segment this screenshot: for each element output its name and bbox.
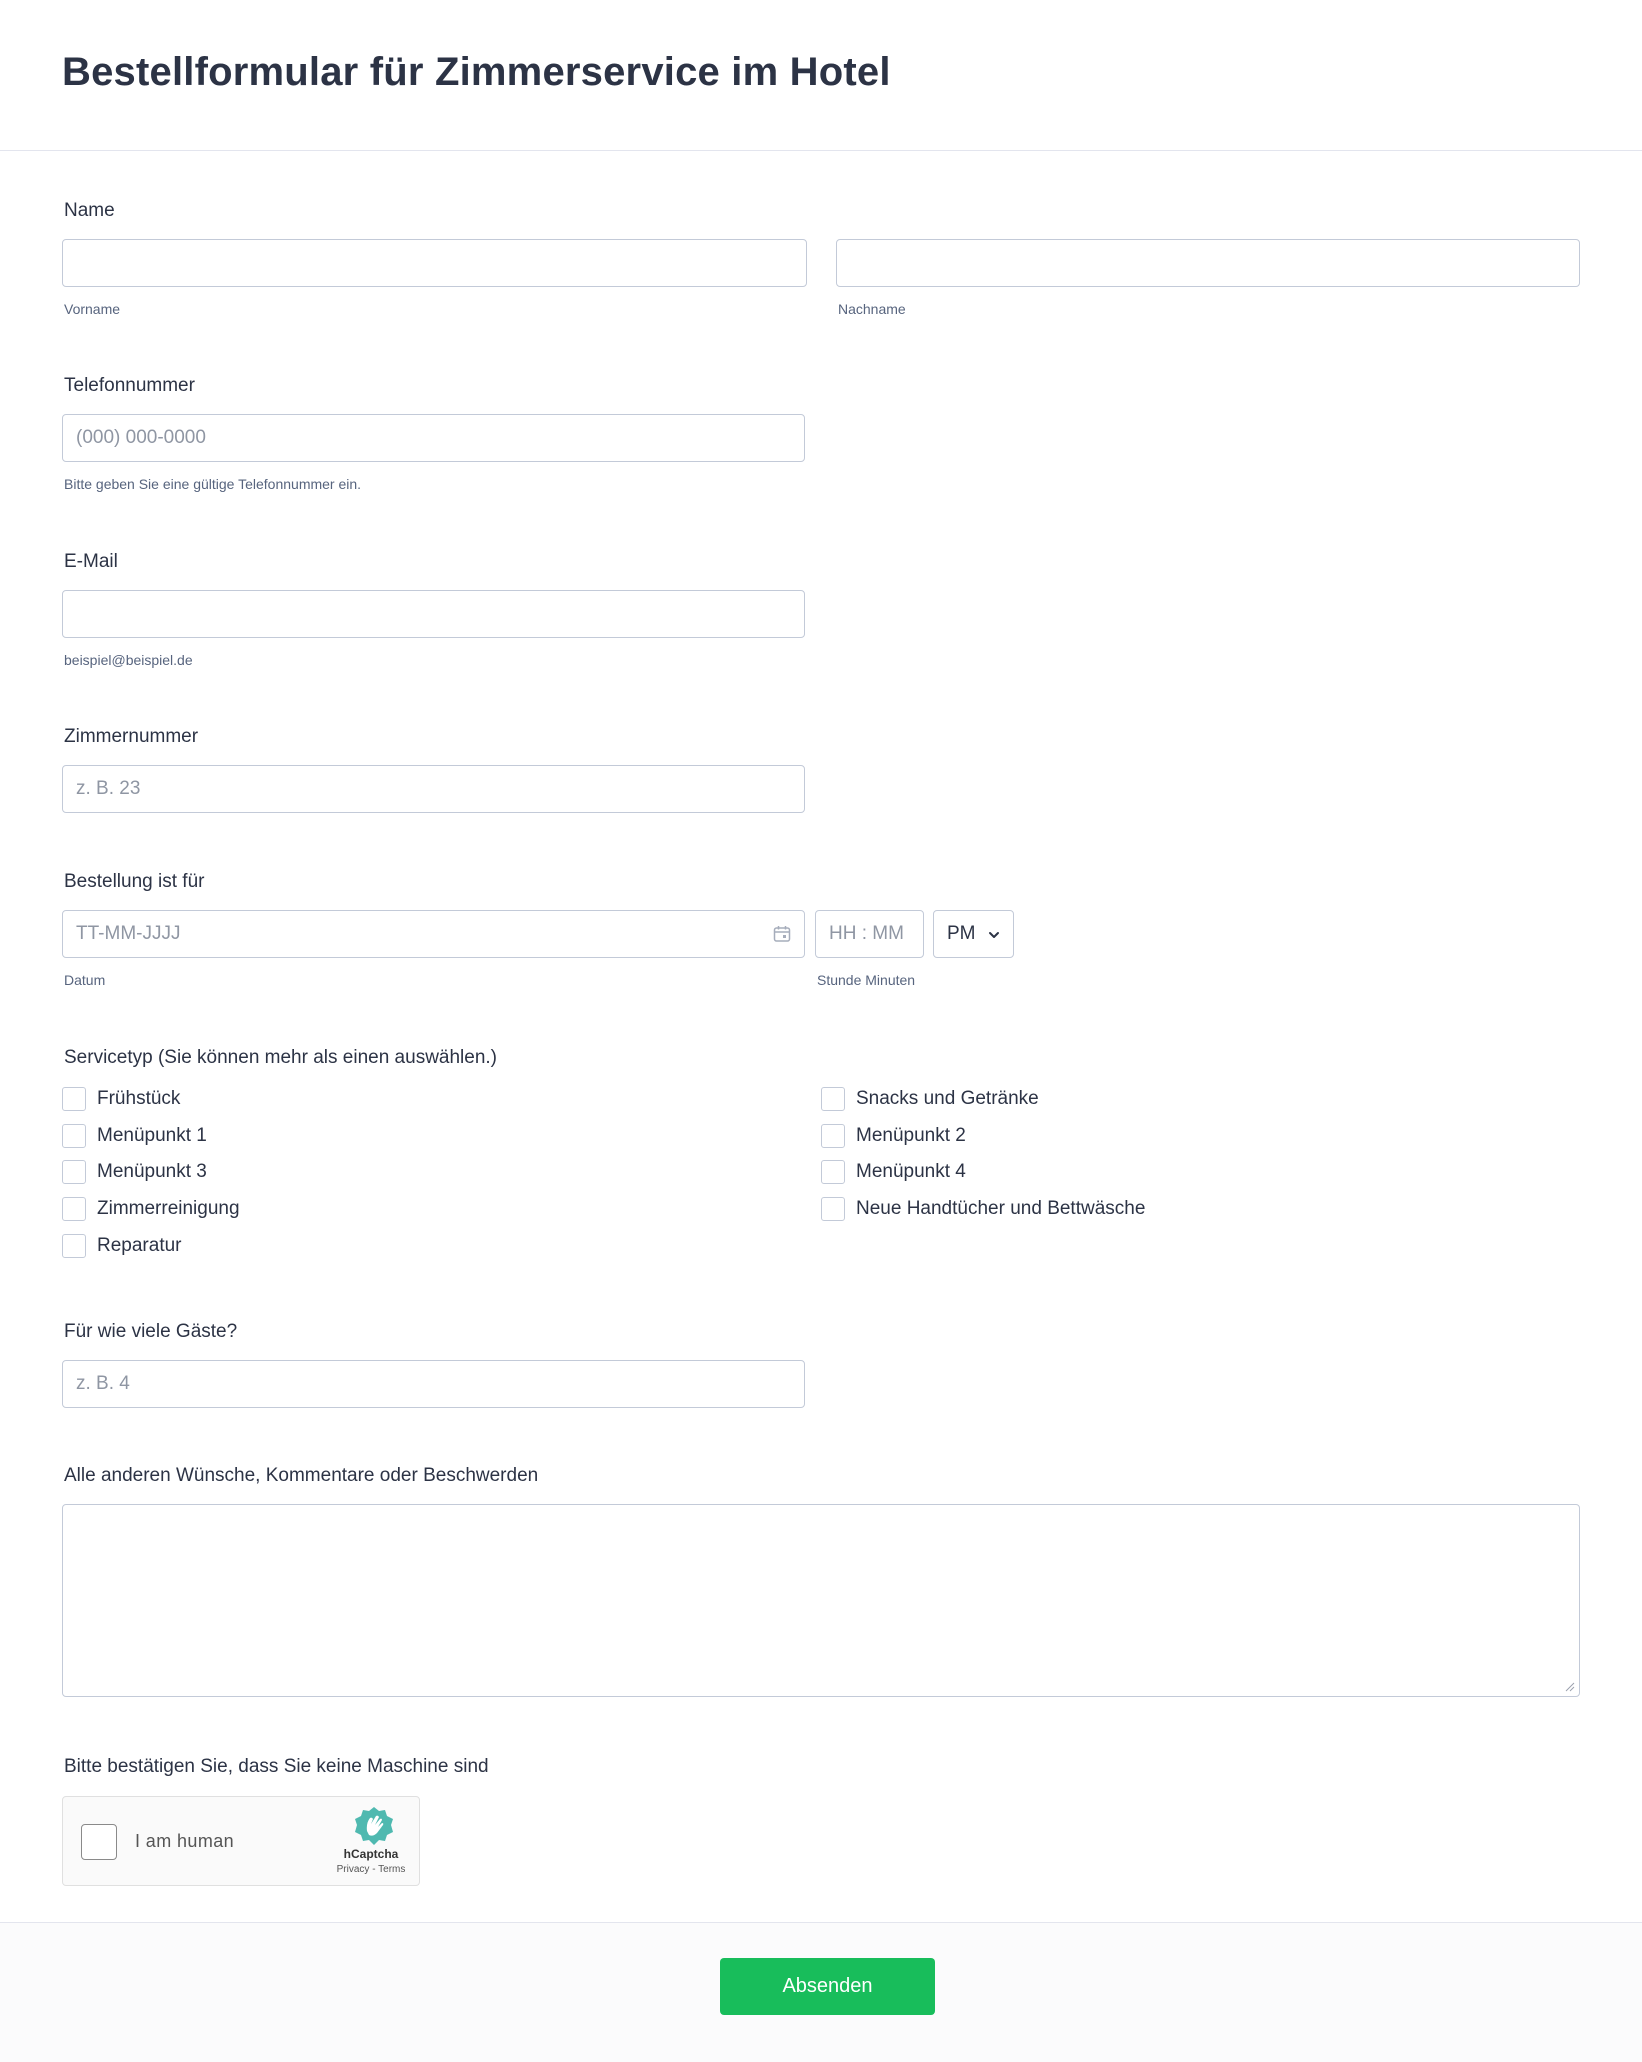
captcha-text: I am human [135,1831,235,1851]
time-input[interactable] [815,910,924,958]
last-name-sublabel: Nachname [838,301,906,317]
service-option-label: Menüpunkt 4 [856,1161,966,1182]
checkbox[interactable] [62,1087,86,1111]
service-option-snacks[interactable] [821,1086,1039,1112]
ampm-value: PM [947,923,976,944]
checkbox[interactable] [62,1197,86,1221]
service-option-label: Reparatur [97,1235,182,1256]
service-option-handtuecher[interactable] [821,1196,1145,1222]
captcha-links[interactable]: Privacy - Terms [336,1864,406,1875]
service-option-label: Neue Handtücher und Bettwäsche [856,1198,1146,1219]
email-label: E-Mail [64,551,118,572]
date-sublabel: Datum [64,972,106,988]
first-name-input[interactable] [62,239,807,287]
hcaptcha-widget [62,1796,420,1886]
guests-label: Für wie viele Gäste? [64,1321,238,1342]
service-option-label: Snacks und Getränke [856,1088,1039,1109]
first-name-sublabel: Vorname [64,301,121,317]
service-option-label: Menüpunkt 2 [856,1125,966,1146]
guests-input[interactable] [62,1360,805,1408]
checkbox[interactable] [62,1124,86,1148]
time-sublabel: Stunde Minuten [817,972,916,988]
service-option-zimmerreinigung[interactable] [62,1196,240,1222]
service-option-menuepunkt-4[interactable] [821,1159,966,1185]
submit-button[interactable]: Absenden [720,1958,935,2015]
calendar-icon[interactable] [773,925,791,943]
date-input[interactable] [62,910,805,958]
order-for-label: Bestellung ist für [64,871,205,892]
comments-label: Alle anderen Wünsche, Kommentare oder Beschwerden [64,1465,539,1486]
captcha-checkbox[interactable] [81,1824,117,1860]
service-option-label: Frühstück [97,1088,181,1109]
service-option-menuepunkt-1[interactable] [62,1123,207,1149]
email-sublabel: beispiel@beispiel.de [64,652,193,668]
service-option-label: Menüpunkt 3 [97,1161,207,1182]
service-option-label: Zimmerreinigung [97,1198,240,1219]
checkbox[interactable] [821,1197,845,1221]
checkbox[interactable] [62,1234,86,1258]
form-header [0,0,1642,151]
checkbox[interactable] [821,1087,845,1111]
captcha-brand: hCaptcha [343,1847,399,1861]
service-option-reparatur[interactable] [62,1233,182,1259]
room-number-input[interactable] [62,765,805,813]
checkbox[interactable] [821,1160,845,1184]
phone-label: Telefonnummer [64,375,195,396]
chevron-down-icon [987,928,1001,942]
room-label: Zimmernummer [64,726,199,747]
hcaptcha-logo-icon [353,1805,395,1847]
service-option-menuepunkt-2[interactable] [821,1123,966,1149]
name-label: Name [64,200,115,221]
ampm-select[interactable] [933,910,1014,958]
resize-handle-icon[interactable] [1565,1682,1575,1692]
service-type-label: Servicetyp (Sie können mehr als einen auswählen.) [64,1047,498,1068]
phone-input[interactable] [62,414,805,462]
checkbox[interactable] [62,1160,86,1184]
checkbox[interactable] [821,1124,845,1148]
phone-sublabel: Bitte geben Sie eine gültige Telefonnummer ein. [64,476,362,492]
service-option-fruehstueck[interactable] [62,1086,180,1112]
last-name-input[interactable] [836,239,1580,287]
service-option-menuepunkt-3[interactable] [62,1159,207,1185]
service-option-label: Menüpunkt 1 [97,1125,207,1146]
email-input[interactable] [62,590,805,638]
comments-textarea[interactable] [62,1504,1580,1697]
page-title: Bestellformular für Zimmerservice im Hotel [62,50,891,94]
captcha-label: Bitte bestätigen Sie, dass Sie keine Maschine sind [64,1756,489,1777]
